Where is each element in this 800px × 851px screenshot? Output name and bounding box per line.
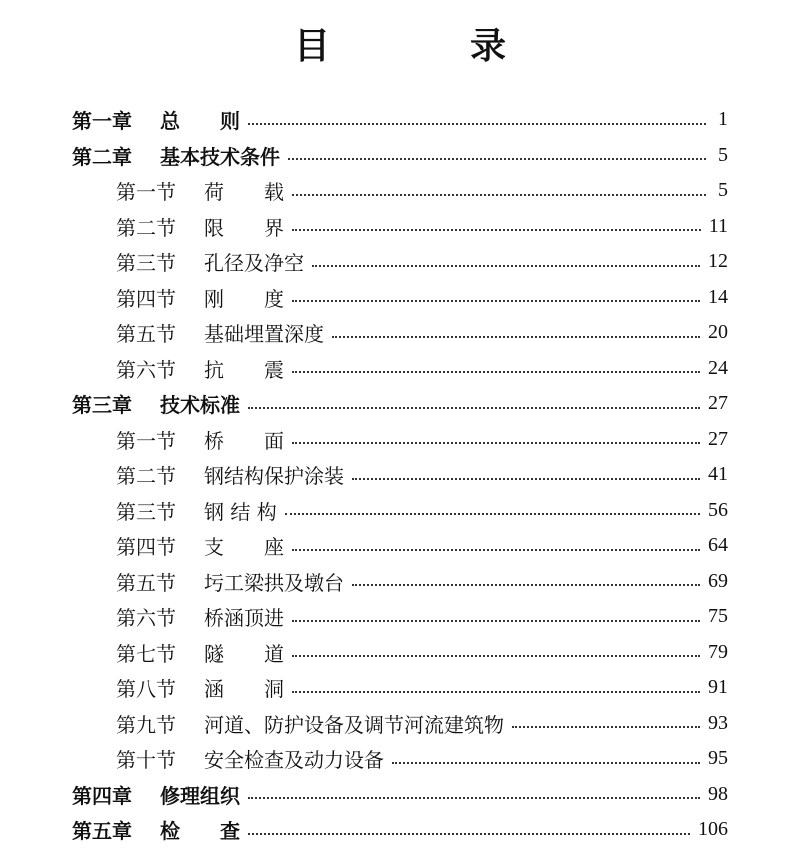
toc-entry-title: 钢结构保护涂装 bbox=[204, 464, 344, 489]
toc-page-number: 1 bbox=[718, 108, 728, 131]
toc-entry-label bbox=[116, 425, 284, 454]
toc-entry-number: 第四章 bbox=[72, 783, 132, 808]
toc-page-number: 27 bbox=[708, 427, 728, 450]
dot-leader bbox=[352, 584, 700, 586]
dot-leader bbox=[392, 762, 700, 764]
toc-page-number: 79 bbox=[708, 640, 728, 663]
toc-entry-number: 第九节 bbox=[116, 712, 176, 737]
page-title: 目 录 bbox=[293, 25, 558, 67]
toc-section-entry[interactable] bbox=[72, 741, 728, 777]
toc-section-entry[interactable] bbox=[72, 635, 728, 671]
toc-entry-number: 第五节 bbox=[116, 570, 176, 595]
toc-chapter-entry[interactable] bbox=[72, 386, 728, 422]
toc-entry-number: 第三章 bbox=[72, 393, 132, 418]
toc-entry-label bbox=[72, 780, 240, 809]
toc-entry-label bbox=[116, 531, 284, 560]
toc-entry-number: 第七节 bbox=[116, 641, 176, 666]
toc-chapter-entry[interactable] bbox=[72, 102, 728, 138]
toc-entry-label bbox=[116, 567, 344, 596]
toc-entry-title: 安全检查及动力设备 bbox=[204, 748, 384, 773]
toc-entry-label bbox=[116, 354, 284, 383]
toc-entry-number: 第五章 bbox=[72, 819, 132, 844]
toc-section-entry[interactable] bbox=[72, 706, 728, 742]
toc-entry-number: 第一节 bbox=[116, 428, 176, 453]
toc-page-number: 56 bbox=[708, 498, 728, 521]
toc-page-number: 11 bbox=[708, 214, 728, 237]
toc-section-entry[interactable] bbox=[72, 422, 728, 458]
toc-section-entry[interactable] bbox=[72, 209, 728, 245]
toc-entry-title: 支 座 bbox=[204, 535, 284, 560]
toc-entry-number: 第二章 bbox=[72, 144, 132, 169]
toc-section-entry[interactable] bbox=[72, 244, 728, 280]
toc-section-entry[interactable] bbox=[72, 599, 728, 635]
toc-entry-title: 刚 度 bbox=[204, 286, 284, 311]
toc-entry-title: 技术标准 bbox=[160, 393, 240, 418]
toc-entry-title: 修理组织 bbox=[160, 783, 240, 808]
dot-leader bbox=[292, 442, 700, 444]
toc-entry-number: 第三节 bbox=[116, 251, 176, 276]
toc-entry-title: 荷 载 bbox=[204, 180, 284, 205]
toc-entry-label bbox=[116, 247, 304, 276]
toc-entry-number: 第一章 bbox=[72, 109, 132, 134]
toc-page-number: 91 bbox=[708, 676, 728, 699]
toc-entry-number: 第四节 bbox=[116, 535, 176, 560]
dot-leader bbox=[292, 655, 700, 657]
toc-entry-title: 检 查 bbox=[160, 819, 240, 844]
toc-entry-title: 桥涵顶进 bbox=[204, 606, 284, 631]
dot-leader bbox=[292, 371, 700, 373]
dot-leader bbox=[285, 513, 700, 515]
toc-page-number: 95 bbox=[708, 747, 728, 770]
toc-section-entry[interactable] bbox=[72, 564, 728, 600]
toc-page-number: 14 bbox=[708, 285, 728, 308]
toc-page-number: 27 bbox=[708, 392, 728, 415]
toc-entry-label bbox=[116, 176, 284, 205]
toc-entry-number: 第十节 bbox=[116, 748, 176, 773]
dot-leader bbox=[332, 336, 700, 338]
toc-entry-title: 总 则 bbox=[160, 109, 240, 134]
toc-entry-label bbox=[116, 496, 277, 525]
dot-leader bbox=[352, 478, 700, 480]
toc-entry-label bbox=[72, 389, 240, 418]
toc-entry-label bbox=[116, 673, 284, 702]
toc-entry-number: 第四节 bbox=[116, 286, 176, 311]
toc-chapter-entry[interactable] bbox=[72, 777, 728, 813]
toc-entry-title: 抗 震 bbox=[204, 357, 284, 382]
toc-section-entry[interactable] bbox=[72, 528, 728, 564]
toc-entry-label bbox=[72, 105, 240, 134]
toc-page-number: 98 bbox=[708, 782, 728, 805]
toc-page-number: 93 bbox=[708, 711, 728, 734]
dot-leader bbox=[292, 691, 700, 693]
toc-chapter-entry[interactable] bbox=[72, 812, 728, 848]
toc-entry-label bbox=[116, 212, 284, 241]
dot-leader bbox=[292, 549, 700, 551]
toc-entry-number: 第五节 bbox=[116, 322, 176, 347]
toc-section-entry[interactable] bbox=[72, 457, 728, 493]
toc-page-number: 24 bbox=[708, 356, 728, 379]
toc-entry-label bbox=[116, 460, 344, 489]
dot-leader bbox=[292, 229, 701, 231]
toc-entry-label bbox=[72, 141, 280, 170]
toc-entry-title: 圬工梁拱及墩台 bbox=[204, 570, 344, 595]
toc-entry-title: 钢 结 构 bbox=[204, 499, 277, 524]
toc-page-number: 41 bbox=[708, 463, 728, 486]
dot-leader bbox=[312, 265, 700, 267]
dot-leader bbox=[248, 407, 700, 409]
toc-page-number: 20 bbox=[708, 321, 728, 344]
toc-entry-label bbox=[116, 283, 284, 312]
toc-entry-title: 涵 洞 bbox=[204, 677, 284, 702]
dot-leader bbox=[292, 194, 706, 196]
toc-section-entry[interactable] bbox=[72, 280, 728, 316]
toc-section-entry[interactable] bbox=[72, 351, 728, 387]
dot-leader bbox=[292, 620, 700, 622]
table-of-contents bbox=[72, 102, 728, 848]
dot-leader bbox=[248, 833, 690, 835]
toc-chapter-entry[interactable] bbox=[72, 138, 728, 174]
toc-page-number: 69 bbox=[708, 569, 728, 592]
toc-section-entry[interactable] bbox=[72, 493, 728, 529]
toc-entry-number: 第二节 bbox=[116, 215, 176, 240]
toc-entry-label bbox=[116, 744, 384, 773]
dot-leader bbox=[248, 797, 700, 799]
toc-entry-title: 基础埋置深度 bbox=[204, 322, 324, 347]
toc-entry-title: 限 界 bbox=[204, 215, 284, 240]
toc-page-number: 106 bbox=[698, 818, 728, 841]
toc-entry-title: 隧 道 bbox=[204, 641, 284, 666]
dot-leader bbox=[292, 300, 700, 302]
toc-entry-label bbox=[116, 318, 324, 347]
toc-entry-title: 基本技术条件 bbox=[160, 144, 280, 169]
toc-entry-title: 河道、防护设备及调节河流建筑物 bbox=[204, 712, 504, 737]
toc-page-number: 12 bbox=[708, 250, 728, 273]
toc-section-entry[interactable] bbox=[72, 670, 728, 706]
toc-entry-number: 第六节 bbox=[116, 357, 176, 382]
toc-page-number: 5 bbox=[718, 143, 728, 166]
dot-leader bbox=[288, 158, 706, 160]
toc-entry-title: 孔径及净空 bbox=[204, 251, 304, 276]
dot-leader bbox=[248, 123, 706, 125]
toc-entry-number: 第二节 bbox=[116, 464, 176, 489]
toc-entry-label bbox=[116, 602, 284, 631]
toc-entry-number: 第六节 bbox=[116, 606, 176, 631]
toc-section-entry[interactable] bbox=[72, 173, 728, 209]
toc-section-entry[interactable] bbox=[72, 315, 728, 351]
toc-entry-number: 第八节 bbox=[116, 677, 176, 702]
toc-entry-title: 桥 面 bbox=[204, 428, 284, 453]
toc-entry-label bbox=[116, 638, 284, 667]
toc-page-number: 5 bbox=[718, 179, 728, 202]
toc-page-number: 64 bbox=[708, 534, 728, 557]
toc-entry-label bbox=[72, 815, 240, 844]
toc-page-number: 75 bbox=[708, 605, 728, 628]
toc-entry-number: 第一节 bbox=[116, 180, 176, 205]
dot-leader bbox=[512, 726, 700, 728]
toc-entry-label bbox=[116, 709, 504, 738]
toc-entry-number: 第三节 bbox=[116, 499, 176, 524]
